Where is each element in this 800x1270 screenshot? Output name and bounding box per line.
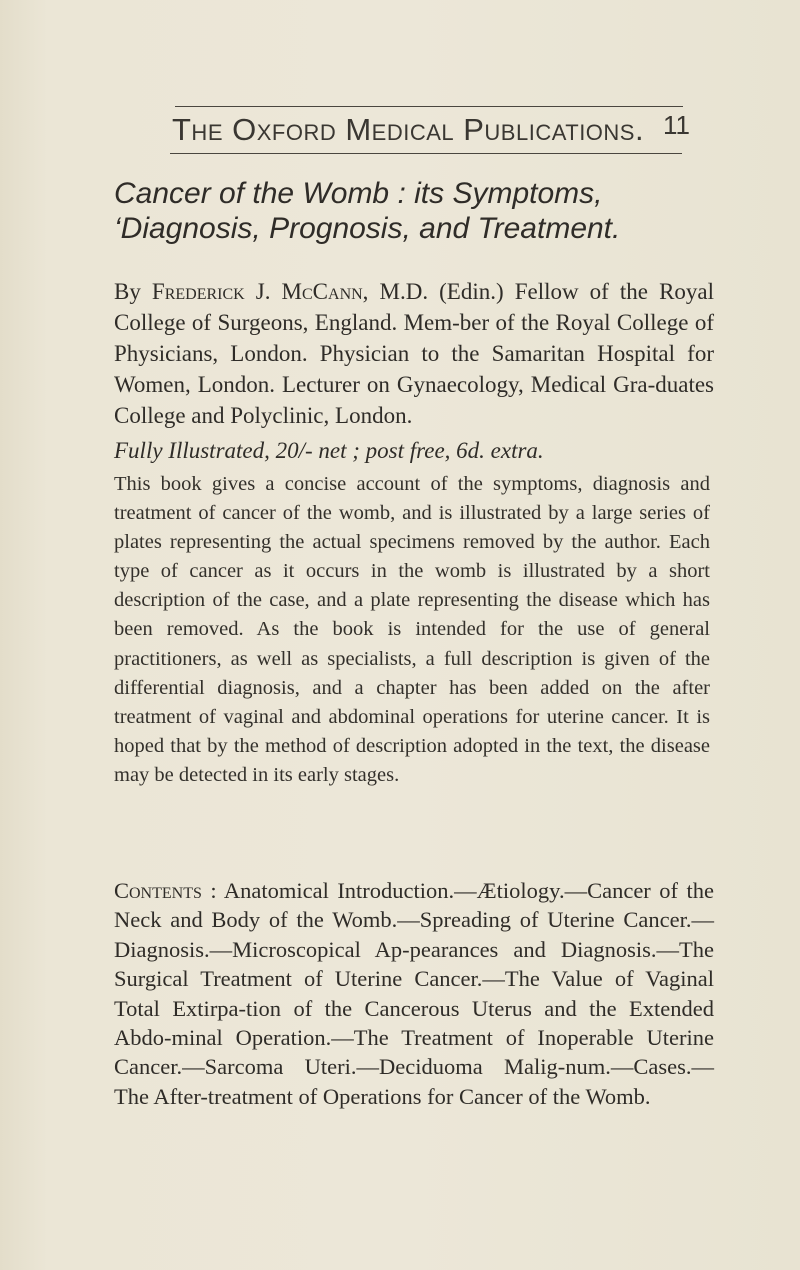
author-prefix: By xyxy=(114,279,141,304)
running-head xyxy=(0,0,800,160)
running-head-title: The Oxford Medical Publications. xyxy=(172,112,645,147)
author-name: Frederick J. McCann, xyxy=(151,279,369,304)
contents-text: Anatomical Introduction.—Ætiology.—Cancer of the Neck and Body of the Womb.—Spreading of Uterine Cancer.—Diagnosis.—Microscopical Ap-pearances and Diagnosis.—The Surgical Treatment of Uterine Cancer.—The Value of Vaginal Total Extirpa-tion of the Cancerous Uterus and the Extended Abdo-minal Operation.—The Treatment of Inoperable Uterine Cancer.—Sarcoma Uteri.—Deciduoma Malig-num.—Cases.—The After-treatment of Operations for Cancer of the Womb. xyxy=(114,878,714,1109)
author-credentials: M.D. (Edin.) Fellow of the Royal College of Surgeons, England. Mem-ber of the Royal College of Physicians, London. Physician to the Samaritan Hospital for Women, London. Lecturer on Gynaecology, Medical Gra-duates College and Polyclinic, London. xyxy=(114,279,715,428)
author-block xyxy=(114,276,714,431)
contents-label: Contents : xyxy=(114,878,217,903)
header-rule-top xyxy=(175,106,683,107)
book-description: This book gives a concise account of the symptoms, diagnosis and treatment of cancer of the womb, and is illustrated by a large series of plates representing the actual specimens removed by the author. Each type of cancer as it occurs in the womb is illustrated by a short description of the case, and a plate representing the disease which has been removed. As the book is intended for the use of general practitioners, as well as specialists, a full description is given of the differential diagnosis, and a chapter has been added on the after treatment of vaginal and abdominal operations for uterine cancer. It is hoped that by the method of description adopted in the text, the disease may be detected in its early stages. xyxy=(114,473,710,786)
book-title: Cancer of the Womb : its Symptoms, ‘Diagnosis, Prognosis, and Treatment. xyxy=(114,177,621,245)
page-number: 11 xyxy=(663,110,690,140)
contents-block xyxy=(114,876,714,1111)
header-rule-bottom xyxy=(170,153,682,154)
price-line: Fully Illustrated, 20/- net ; post free, 6d. extra. xyxy=(114,438,544,463)
